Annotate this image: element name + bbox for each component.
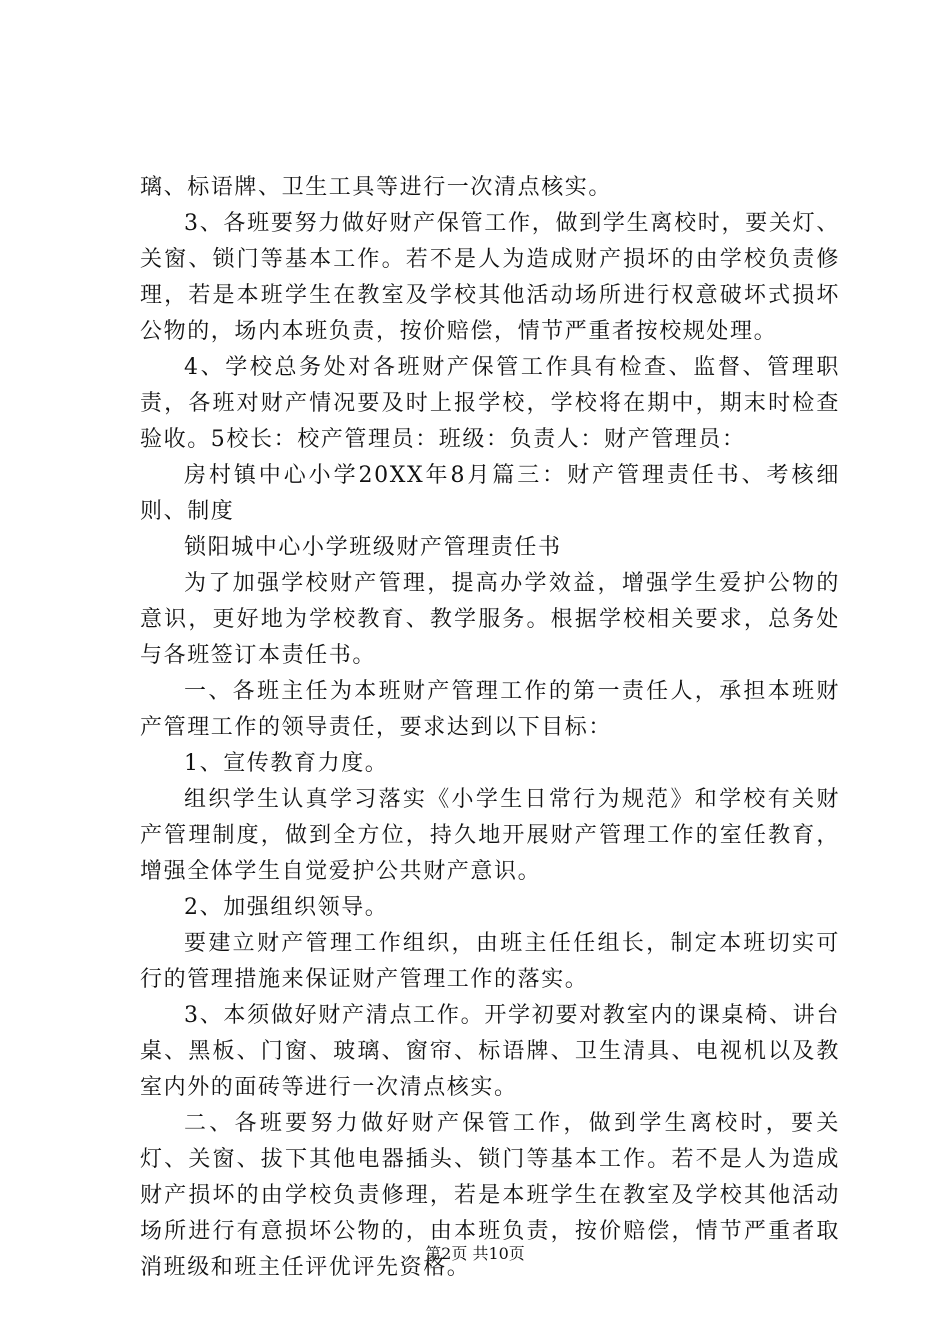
paragraph: 二、各班要努力做好财产保管工作，做到学生离校时，要关灯、关窗、拔下其他电器插头、锁门等基本工作。若不是人为造成财产损坏的由学校负责修理，若是本班学生在教室及学校其他活动场所进行有意损坏公物的，由本班负责，按价赔偿，情节严重者取消班级和班主任评优评先资格。 [140,1111,840,1280]
paragraph: 璃、标语牌、卫生工具等进行一次清点核实。 [140,175,613,200]
paragraph: 为了加强学校财产管理，提高办学效益，增强学生爱护公物的意识，更好地为学校教育、教学服务。根据学校相关要求，总务处与各班签订本责任书。 [140,571,840,668]
paragraph: 1、宣传教育力度。 [184,751,389,776]
paragraph: 4、学校总务处对各班财产保管工作具有检查、监督、管理职责，各班对财产情况要及时上报学校，学校将在期中，期末时检查验收。5校长：校产管理员：班级：负责人：财产管理员： [140,355,840,452]
paragraph: 3、各班要努力做好财产保管工作，做到学生离校时，要关灯、关窗、锁门等基本工作。若不是人为造成财产损坏的由学校负责修理，若是本班学生在教室及学校其他活动场所进行权意破坏式损坏公物的，场内本班负责，按价赔偿，情节严重者按校规处理。 [140,211,840,344]
paragraph: 要建立财产管理工作组织，由班主任任组长，制定本班切实可行的管理措施来保证财产管理工作的落实。 [140,931,840,992]
page-number-footer: 第2页 共10页 [425,1244,525,1263]
paragraph: 组织学生认真学习落实《小学生日常行为规范》和学校有关财产管理制度，做到全方位，持久地开展财产管理工作的室任教育，增强全体学生自觉爱护公共财产意识。 [140,787,840,884]
paragraph: 2、加强组织领导。 [184,895,389,920]
document-body [140,170,840,1286]
paragraph: 一、各班主任为本班财产管理工作的第一责任人，承担本班财产管理工作的领导责任，要求达到以下目标： [140,679,840,740]
paragraph: 房村镇中心小学20XX年8月篇三：财产管理责任书、考核细则、制度 [140,463,840,524]
paragraph: 3、本须做好财产清点工作。开学初要对教室内的课桌椅、讲台桌、黑板、门窗、玻璃、窗帘、标语牌、卫生清具、电视机以及教室内外的面砖等进行一次清点核实。 [140,1003,840,1100]
paragraph: 锁阳城中心小学班级财产管理责任书 [184,535,562,560]
